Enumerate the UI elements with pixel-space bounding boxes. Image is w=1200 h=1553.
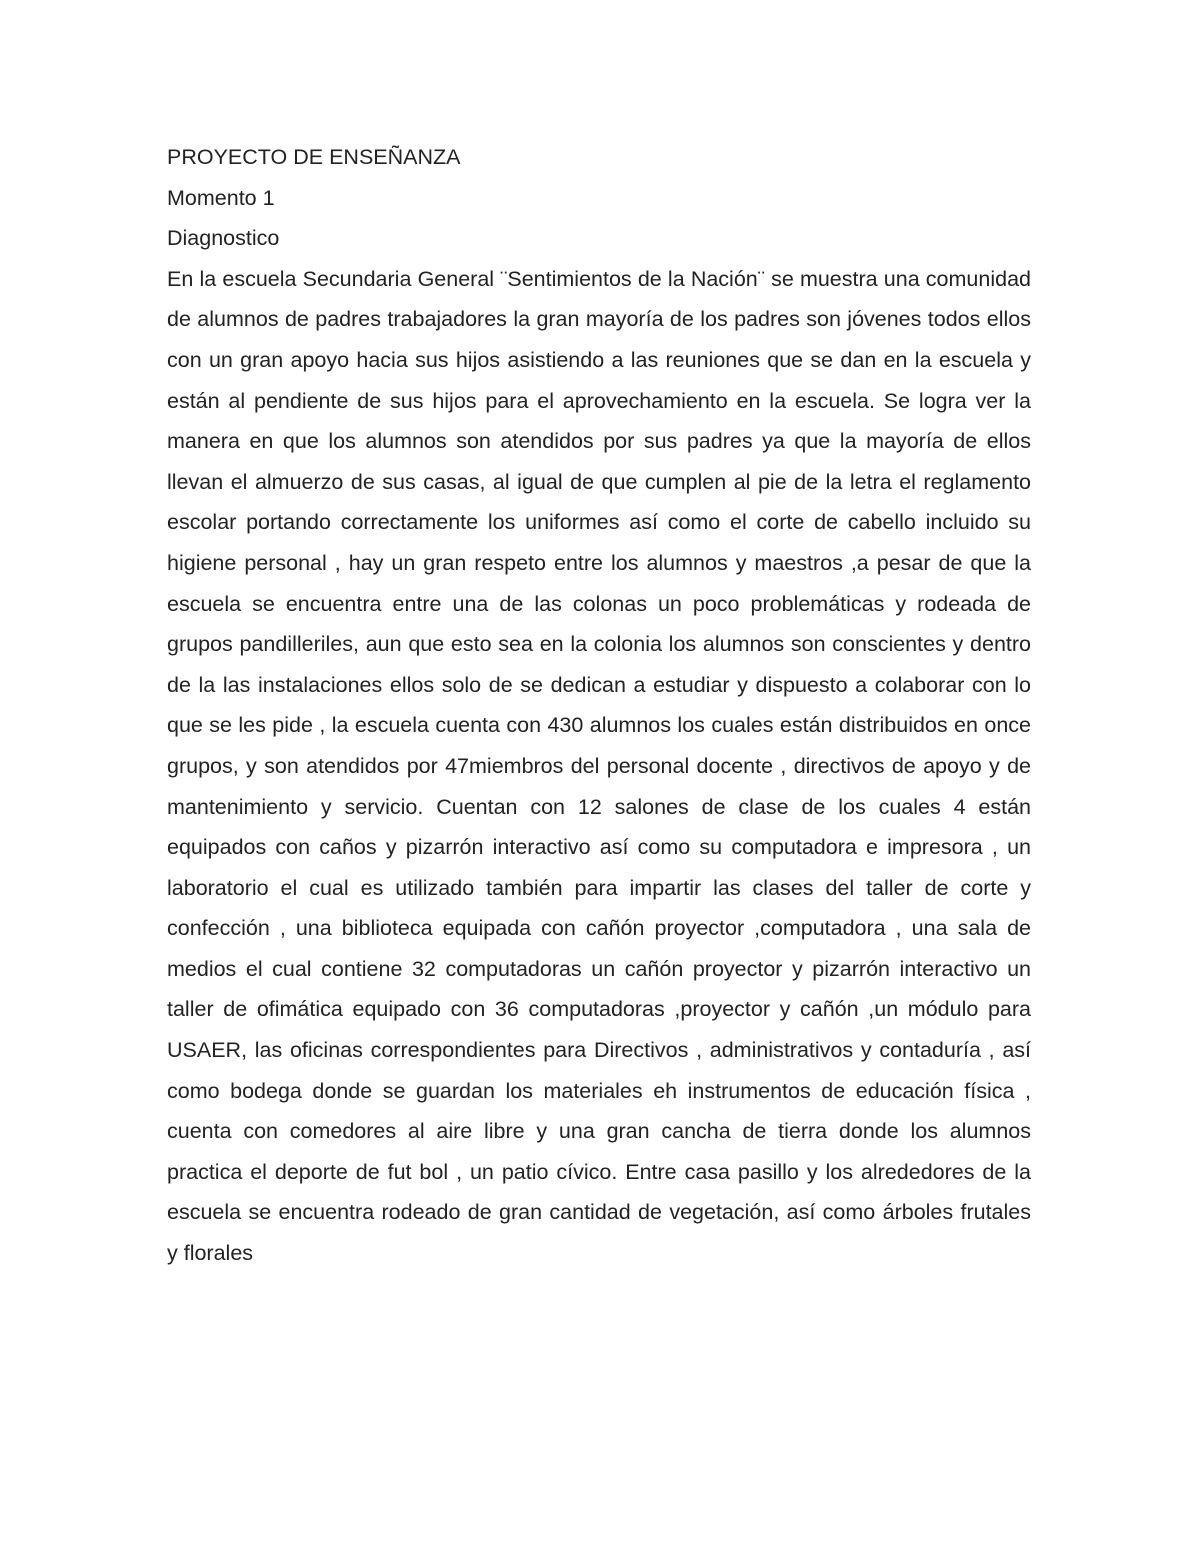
section-heading: Diagnostico	[167, 226, 280, 251]
moment-label: Momento 1	[167, 185, 275, 210]
document-title: PROYECTO DE ENSEÑANZA	[167, 145, 461, 169]
document-content	[167, 137, 1031, 1274]
diagnostic-paragraph: En la escuela Secundaria General ¨Sentimientos de la Nación¨ se muestra una comunidad de alumnos de padres trabajadores la gran mayoría de los padres son jóvenes todos ellos con un gran apoyo hacia sus hijos asistiendo a las reuniones que se dan en la escuela y están al pendiente de sus hijos para el aprovechamiento en la escuela. Se logra ver la manera en que los alumnos son atendidos por sus padres ya que la mayoría de ellos llevan el almuerzo de sus casas, al igual de que cumplen al pie de la letra el reglamento escolar portando correctamente los uniformes así como el corte de cabello incluido su higiene personal , hay un gran respeto entre los alumnos y maestros ,a pesar de que la escuela se encuentra entre una de las colonas un poco problemáticas y rodeada de grupos pandilleriles, aun que esto sea en la colonia los alumnos son conscientes y dentro de la las instalaciones ellos solo de se dedican a estudiar y dispuesto a colaborar con lo que se les pide , la escuela cuenta con 430 alumnos los cuales están distribuidos en once grupos, y son atendidos por 47miembros del personal docente , directivos de apoyo y de mantenimiento y servicio. Cuentan con 12 salones de clase de los cuales 4 están equipados con caños y pizarrón interactivo así como su computadora e impresora , un laboratorio el cual es utilizado también para impartir las clases del taller de corte y confección , una biblioteca equipada con cañón proyector ,computadora , una sala de medios el cual contiene 32 computadoras un cañón proyector y pizarrón interactivo un taller de ofimática equipado con 36 computadoras ,proyector y cañón ,un módulo para USAER, las oficinas correspondientes para Directivos , administrativos y contaduría , así como bodega donde se guardan los materiales eh instrumentos de educación física , cuenta con comedores al aire libre y una gran cancha de tierra donde los alumnos practica el deporte de fut bol , un patio cívico. Entre casa pasillo y los alrededores de la escuela se encuentra rodeado de gran cantidad de vegetación, así como árboles frutales y florales	[167, 266, 1031, 1266]
